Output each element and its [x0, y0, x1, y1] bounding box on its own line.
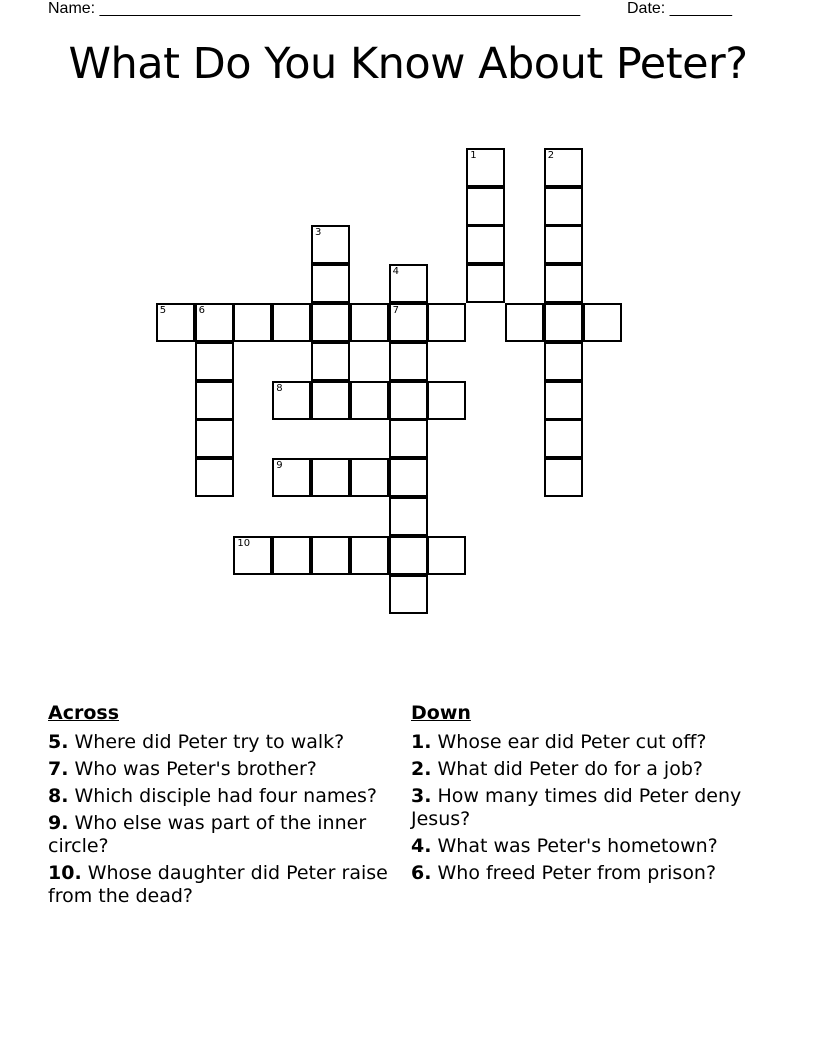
crossword-cell[interactable] [466, 264, 505, 303]
crossword-cell[interactable] [544, 225, 583, 264]
crossword-cell[interactable] [389, 342, 428, 381]
clue-num: 6. [411, 862, 432, 884]
clue-text: Who else was part of the inner circle? [48, 812, 367, 857]
crossword-cell[interactable] [544, 187, 583, 226]
crossword-cell[interactable] [233, 536, 272, 575]
crossword-cell[interactable] [389, 381, 428, 420]
crossword-cell[interactable] [156, 303, 195, 342]
clue-text: Who was Peter's brother? [68, 758, 317, 780]
down-heading: Down [411, 702, 471, 724]
clue-number: 1 [470, 149, 477, 161]
clue-number: 9 [276, 460, 283, 472]
crossword-cell[interactable] [466, 148, 505, 187]
down-clue-list [411, 731, 756, 885]
crossword-cell[interactable] [195, 303, 234, 342]
crossword-cell[interactable] [311, 458, 350, 497]
across-clue [48, 731, 393, 754]
down-clue [411, 835, 756, 858]
clue-text: Where did Peter try to walk? [68, 731, 345, 753]
clue-num: 7. [48, 758, 69, 780]
crossword-cell[interactable] [505, 303, 544, 342]
across-clue [48, 758, 393, 781]
crossword-cell[interactable] [427, 303, 466, 342]
clue-text: Which disciple had four names? [68, 785, 378, 807]
crossword-cell[interactable] [311, 536, 350, 575]
crossword-cell[interactable] [544, 458, 583, 497]
across-clue-list [48, 731, 393, 908]
crossword-cell[interactable] [272, 458, 311, 497]
clue-text: What was Peter's hometown? [431, 835, 718, 857]
clue-text: How many times did Peter deny Jesus? [411, 785, 742, 830]
clue-num: 3. [411, 785, 432, 807]
crossword-cell[interactable] [311, 303, 350, 342]
clue-text: Who freed Peter from prison? [431, 862, 717, 884]
down-clue [411, 758, 756, 781]
crossword-cell[interactable] [583, 303, 622, 342]
crossword-cell[interactable] [389, 536, 428, 575]
crossword-cell[interactable] [311, 342, 350, 381]
crossword-cell[interactable] [389, 575, 428, 614]
crossword-cell[interactable] [195, 342, 234, 381]
clue-number: 8 [276, 382, 283, 394]
clue-number: 5 [159, 305, 167, 316]
crossword-cell[interactable] [427, 381, 466, 420]
down-clue [411, 785, 756, 831]
crossword-cell[interactable] [272, 303, 311, 342]
clue-number: 6 [198, 305, 205, 316]
crossword-cell[interactable] [311, 225, 350, 264]
crossword-cell[interactable] [389, 458, 428, 497]
clue-number: 3 [315, 227, 322, 239]
clue-num: 4. [411, 835, 432, 857]
across-clues [48, 702, 393, 912]
across-clue [48, 862, 393, 908]
crossword-cell[interactable] [544, 419, 583, 458]
page-title: What Do You Know About Peter? [68, 39, 748, 89]
clue-num: 1. [411, 731, 432, 753]
crossword-cell[interactable] [350, 381, 389, 420]
crossword-cell[interactable] [311, 381, 350, 420]
down-clue [411, 862, 756, 885]
across-clue [48, 812, 393, 858]
clue-number: 10 [237, 537, 251, 549]
clue-number: 4 [392, 266, 399, 278]
clue-text: Whose ear did Peter cut off? [431, 731, 707, 753]
crossword-cell[interactable] [544, 342, 583, 381]
clue-number: 2 [547, 149, 555, 161]
crossword-cell[interactable] [195, 419, 234, 458]
clue-num: 2. [411, 758, 432, 780]
crossword-cell[interactable] [544, 303, 583, 342]
crossword-cell[interactable] [544, 381, 583, 420]
clue-text: Whose daughter did Peter raise from the dead? [48, 862, 388, 907]
crossword-cell[interactable] [544, 264, 583, 303]
crossword-cell[interactable] [466, 187, 505, 226]
clue-text: What did Peter do for a job? [431, 758, 703, 780]
crossword-cell[interactable] [311, 264, 350, 303]
crossword-cell[interactable] [272, 381, 311, 420]
crossword-cell[interactable] [350, 536, 389, 575]
down-clues [411, 702, 756, 889]
crossword-cell[interactable] [427, 536, 466, 575]
crossword-cell[interactable] [195, 458, 234, 497]
clue-num: 5. [48, 731, 69, 753]
crossword-cell[interactable] [389, 497, 428, 536]
crossword-cell[interactable] [350, 458, 389, 497]
crossword-cell[interactable] [389, 264, 428, 303]
date-field-label: Date: _______ [627, 0, 732, 17]
clue-num: 8. [48, 785, 69, 807]
across-clue [48, 785, 393, 808]
crossword-cell[interactable] [544, 148, 583, 187]
clue-num: 9. [48, 812, 69, 834]
crossword-cell[interactable] [389, 419, 428, 458]
crossword-cell[interactable] [350, 303, 389, 342]
clue-number: 7 [392, 305, 399, 316]
clue-num: 10. [48, 862, 82, 884]
name-field-label: Name: ______________________________________________________ [48, 0, 581, 17]
crossword-cell[interactable] [272, 536, 311, 575]
crossword-cell[interactable] [233, 303, 272, 342]
across-heading: Across [48, 702, 120, 724]
crossword-cell[interactable] [466, 225, 505, 264]
down-clue [411, 731, 756, 754]
crossword-cell[interactable] [389, 303, 428, 342]
crossword-cell[interactable] [195, 381, 234, 420]
